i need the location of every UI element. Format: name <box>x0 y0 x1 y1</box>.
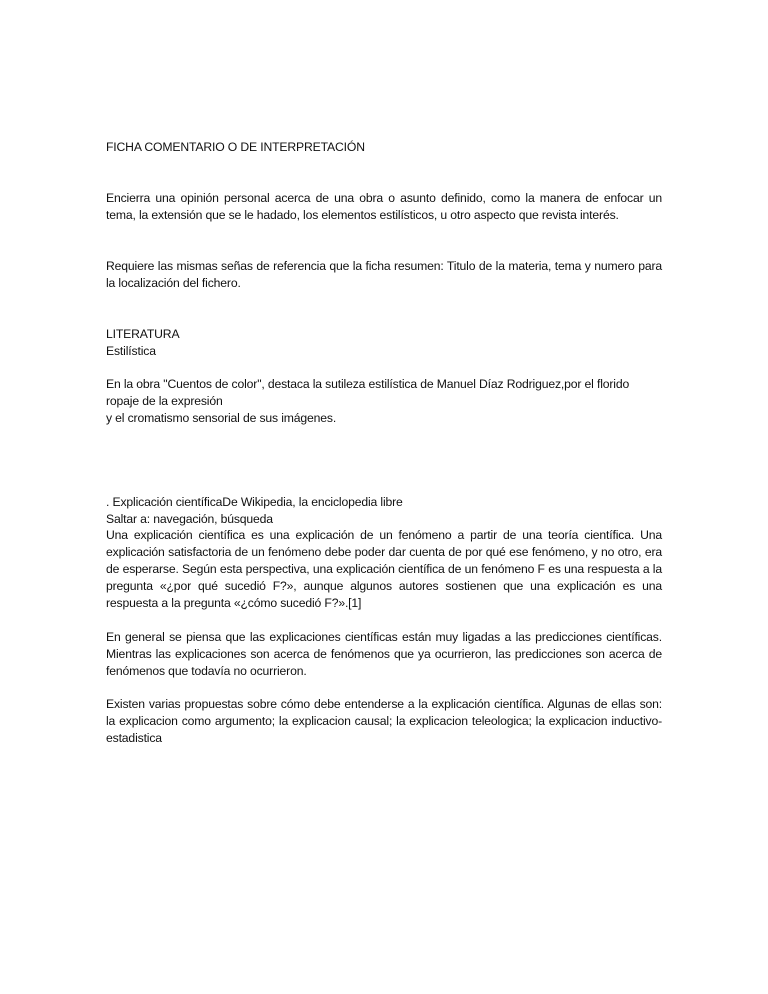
quote-line: En la obra "Cuentos de color", destaca la sutileza estilística de Manuel Díaz Rodriguez,por el florido <box>106 377 630 391</box>
document-heading: FICHA COMENTARIO O DE INTERPRETACIÓN <box>106 140 365 154</box>
paragraph-opinion: Encierra una opinión personal acerca de una obra o asunto definido, como la manera de enfocar un tema, la extensión que se le hadado, los elementos estilísticos, u otro aspecto que revista interés. <box>106 191 662 222</box>
wiki-paragraph-proposals: Existen varias propuestas sobre cómo debe entenderse a la explicación científica. Algunas de ellas son: la explicacion como argumento; la explicacion causal; la explicacion teleologica; la explicacion inductivo-estadistica <box>106 697 662 745</box>
quote-line: y el cromatismo sensorial de sus imágenes. <box>106 411 337 425</box>
wiki-paragraph-definition: Una explicación científica es una explicación de un fenómeno a partir de una teoría científica. Una explicación satisfactoria de un fenómeno debe poder dar cuenta de por qué ese fenómeno, y no otro, era de esperarse. Según esta perspectiva, una explicación científica de un fenómeno F es una respuesta a la pregunta «¿por qué sucedió F?», aunque algunos autores sostienen que una explicación es una respuesta a la pregunta «¿cómo sucedió F?».[1] <box>106 528 662 610</box>
wiki-paragraph-predictions: En general se piensa que las explicaciones científicas están muy ligadas a las predicciones científicas. Mientras las explicaciones son acerca de fenómenos que ya ocurrieron, las predicciones son acerca de fenómenos que todavía no ocurrieron. <box>106 630 662 678</box>
literature-label: LITERATURA <box>106 327 180 341</box>
wiki-title: . Explicación científicaDe Wikipedia, la enciclopedia libre <box>106 495 403 509</box>
literature-quote <box>106 376 662 427</box>
wiki-nav-links: Saltar a: navegación, búsqueda <box>106 512 273 526</box>
literature-subject: Estilística <box>106 344 156 358</box>
quote-line: ropaje de la expresión <box>106 394 223 408</box>
paragraph-reference: Requiere las mismas señas de referencia que la ficha resumen: Titulo de la materia, tema y numero para la localización del fichero. <box>106 259 662 290</box>
